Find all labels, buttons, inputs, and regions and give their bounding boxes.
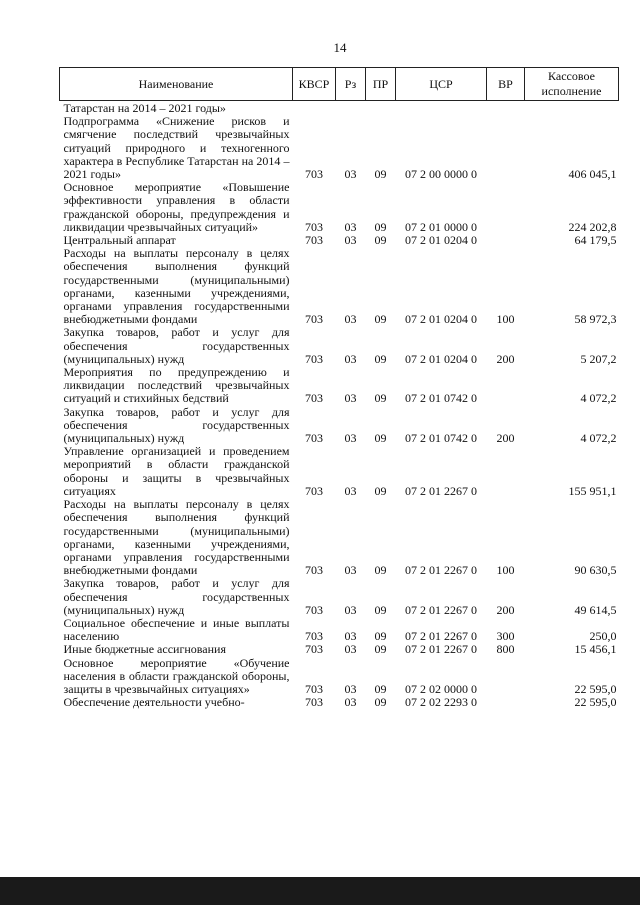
row-name: Социальное обеспечение и иные выплаты населению — [63, 615, 290, 644]
header-csr: ЦСР — [396, 68, 487, 101]
row-csr: 07 2 00 0000 0 — [405, 167, 477, 182]
row-rz: 03 — [344, 167, 357, 182]
row-pr: 09 — [374, 695, 387, 710]
table-row — [60, 696, 619, 709]
row-amount: 22 595,0 — [574, 695, 617, 710]
row-name: Закупка товаров, работ и услуг для обеспечения государственных (муниципальных) нужд — [63, 576, 290, 617]
row-csr: 07 2 01 0742 0 — [405, 391, 477, 406]
row-name: Управление организацией и проведением мероприятий в области гражданской обороны и защиты в чрезвычайных ситуациях — [63, 444, 290, 498]
row-rz: 03 — [344, 483, 357, 498]
row-kvsr — [293, 101, 336, 116]
table-row — [60, 115, 619, 181]
header-rz: Рз — [336, 68, 366, 101]
row-kvsr: 703 — [305, 602, 323, 617]
row-vr — [487, 115, 525, 181]
row-rz: 03 — [344, 695, 357, 710]
row-vr: 200 — [496, 602, 515, 617]
row-amount: 250,0 — [589, 629, 617, 644]
row-name: Основное мероприятие «Обучение населения в области гражданской обороны, защиты в чрезвычайных ситуациях» — [63, 655, 290, 696]
row-pr: 09 — [374, 431, 387, 446]
table-row — [60, 101, 619, 116]
row-kvsr: 703 — [305, 642, 323, 657]
row-name: Татарстан на 2014 – 2021 годы» — [63, 101, 226, 115]
row-vr: 200 — [496, 351, 515, 366]
row-kvsr: 703 — [305, 167, 323, 182]
budget-table — [59, 67, 619, 709]
row-csr: 07 2 02 2293 0 — [405, 695, 477, 710]
row-name: Закупка товаров, работ и услуг для обеспечения государственных (муниципальных) нужд — [63, 404, 290, 446]
row-amount: 5 207,2 — [580, 351, 617, 366]
row-kvsr: 703 — [305, 431, 323, 446]
table-row — [60, 617, 619, 643]
table-row — [60, 181, 619, 234]
table-row — [60, 326, 619, 366]
row-vr — [487, 234, 525, 247]
row-amount: 15 456,1 — [574, 642, 617, 657]
row-kvsr: 703 — [305, 391, 323, 406]
row-vr — [487, 101, 525, 116]
row-csr: 07 2 01 0204 0 — [405, 312, 477, 327]
row-pr: 09 — [374, 629, 387, 644]
row-name: Расходы на выплаты персоналу в целях обеспечения выполнения функций государственными (муниципальными) органами, казенными учреждениями, органами управления государственными внебюджетными фондами — [63, 497, 290, 578]
row-amount: 4 072,2 — [580, 431, 617, 446]
table-row — [60, 406, 619, 446]
row-amount: 58 972,3 — [574, 312, 617, 327]
table-header — [60, 68, 619, 101]
row-name: Мероприятия по предупреждению и ликвидации последствий чрезвычайных ситуаций и стихийных бедствий — [63, 365, 290, 406]
row-pr: 09 — [374, 219, 387, 234]
row-csr: 07 2 01 0204 0 — [405, 233, 477, 248]
table-row — [60, 643, 619, 656]
row-amount: 224 202,8 — [568, 219, 617, 234]
row-amount: 90 630,5 — [574, 563, 617, 578]
row-csr: 07 2 01 2267 0 — [405, 483, 477, 498]
row-rz: 03 — [344, 629, 357, 644]
header-pr: ПР — [366, 68, 396, 101]
row-name: Иные бюджетные ассигнования — [63, 642, 226, 657]
row-amount: 64 179,5 — [574, 233, 617, 248]
row-kvsr: 703 — [305, 233, 323, 248]
row-pr: 09 — [374, 483, 387, 498]
row-csr: 07 2 01 0204 0 — [405, 351, 477, 366]
row-kvsr: 703 — [305, 483, 323, 498]
table-row — [60, 247, 619, 326]
row-kvsr: 703 — [305, 681, 323, 696]
row-csr: 07 2 02 0000 0 — [405, 681, 477, 696]
row-vr — [487, 445, 525, 498]
row-rz: 03 — [344, 602, 357, 617]
row-name: Подпрограмма «Снижение рисков и смягчение последствий чрезвычайных ситуаций природного и техногенного характера в Республике Татарстан на 2014 – 2021 годы» — [63, 114, 290, 182]
header-kass: Кассовое исполнение — [525, 68, 619, 101]
row-amount: 49 614,5 — [574, 602, 617, 617]
row-pr: 09 — [374, 167, 387, 182]
row-rz: 03 — [344, 642, 357, 657]
row-name: Расходы на выплаты персоналу в целях обеспечения выполнения функций государственными (муниципальными) органами, казенными учреждениями, органами управления государственными внебюджетными фондами — [63, 246, 290, 327]
row-pr: 09 — [374, 233, 387, 248]
row-pr: 09 — [374, 563, 387, 578]
row-name: Обеспечение деятельности учебно- — [63, 695, 245, 710]
row-pr: 09 — [374, 642, 387, 657]
row-rz: 03 — [344, 233, 357, 248]
row-rz: 03 — [344, 681, 357, 696]
row-csr: 07 2 01 2267 0 — [405, 563, 477, 578]
table-body — [60, 101, 619, 710]
row-vr: 200 — [496, 431, 515, 446]
row-rz: 03 — [344, 563, 357, 578]
row-name: Основное мероприятие «Повышение эффективности управления в области гражданской обороны, предупреждения и ликвидации чрезвычайных ситуаций» — [63, 180, 290, 234]
row-kvsr: 703 — [305, 563, 323, 578]
row-kvsr: 703 — [305, 695, 323, 710]
row-rz: 03 — [344, 312, 357, 327]
table-row — [60, 577, 619, 617]
row-amount: 4 072,2 — [580, 391, 617, 406]
row-rz: 03 — [344, 351, 357, 366]
row-pr — [366, 101, 396, 116]
row-vr — [487, 696, 525, 709]
row-kvsr: 703 — [305, 629, 323, 644]
row-rz — [336, 101, 366, 116]
row-pr: 09 — [374, 391, 387, 406]
row-vr: 100 — [496, 312, 515, 327]
row-csr: 07 2 01 0742 0 — [405, 431, 477, 446]
page-number: 14 — [333, 40, 347, 55]
row-amount: 155 951,1 — [568, 483, 617, 498]
row-pr: 09 — [374, 681, 387, 696]
row-csr: 07 2 01 2267 0 — [405, 629, 477, 644]
row-amount — [525, 101, 619, 116]
header-kvsr: КВСР — [293, 68, 336, 101]
row-csr: 07 2 01 0000 0 — [405, 219, 477, 234]
table-row — [60, 657, 619, 697]
row-vr: 100 — [496, 563, 515, 578]
row-vr — [487, 366, 525, 406]
header-name: Наименование — [60, 68, 293, 101]
row-pr: 09 — [374, 351, 387, 366]
row-csr: 07 2 01 2267 0 — [405, 642, 477, 657]
row-kvsr: 703 — [305, 219, 323, 234]
row-pr: 09 — [374, 602, 387, 617]
row-pr: 09 — [374, 312, 387, 327]
row-rz: 03 — [344, 431, 357, 446]
table-row — [60, 498, 619, 577]
row-kvsr: 703 — [305, 351, 323, 366]
row-csr: 07 2 01 2267 0 — [405, 602, 477, 617]
row-rz: 03 — [344, 391, 357, 406]
row-kvsr: 703 — [305, 312, 323, 327]
row-rz: 03 — [344, 219, 357, 234]
header-vr: ВР — [487, 68, 525, 101]
row-name: Центральный аппарат — [63, 233, 176, 248]
row-vr — [487, 657, 525, 697]
row-vr — [487, 181, 525, 234]
table-row — [60, 445, 619, 498]
scan-bottom-edge — [0, 877, 640, 905]
row-vr: 300 — [496, 629, 515, 644]
row-amount: 406 045,1 — [568, 167, 617, 182]
row-csr — [396, 101, 487, 116]
table-row — [60, 366, 619, 406]
row-vr: 800 — [496, 642, 515, 657]
row-amount: 22 595,0 — [574, 681, 617, 696]
row-name: Закупка товаров, работ и услуг для обеспечения государственных (муниципальных) нужд — [63, 325, 290, 366]
